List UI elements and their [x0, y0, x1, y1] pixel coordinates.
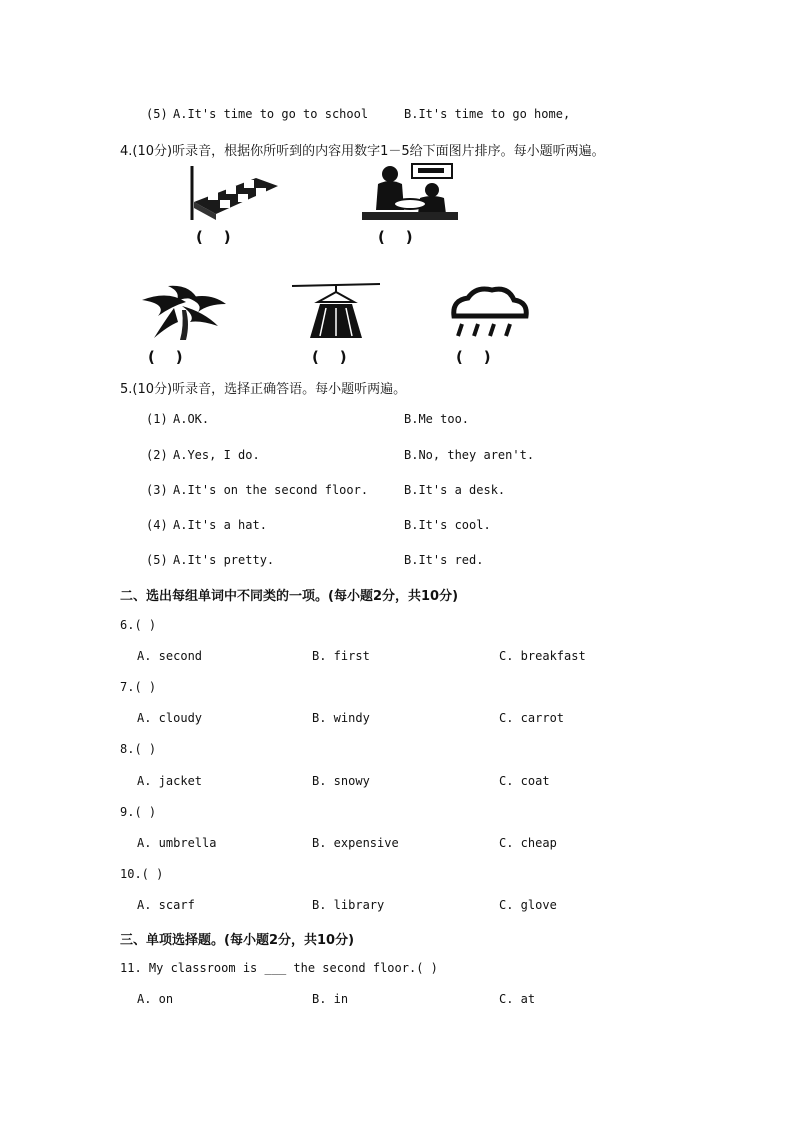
q4-blank-4[interactable]: ( ) [312, 348, 347, 366]
q5-option-a: A.OK. [173, 412, 210, 426]
q5-item-number: (3) [146, 483, 168, 497]
q5-option-a: A.It's on the second floor. [173, 483, 369, 497]
option-c: C. glove [499, 898, 557, 912]
option-b: B. first [312, 649, 370, 663]
option-c: C. breakfast [499, 649, 586, 663]
q5-item-number: (4) [146, 518, 168, 532]
option-c: C. carrot [499, 711, 565, 725]
q4-blank-3[interactable]: ( ) [148, 348, 183, 366]
option-a: A. scarf [137, 898, 195, 912]
option-b: B. in [312, 992, 349, 1006]
hanging-skirt-picture [290, 280, 382, 342]
option-c: C. coat [499, 774, 550, 788]
question-number: 6.( ) [120, 618, 157, 632]
rain-cloud-picture [448, 284, 530, 340]
option-a: A. cloudy [137, 711, 203, 725]
q5-item-number: (1) [146, 412, 168, 426]
question-number: 7.( ) [120, 680, 157, 694]
q5-option-b: B.It's a desk. [404, 483, 506, 497]
q3-item5-number: (5) [146, 107, 168, 121]
option-b: B. library [312, 898, 385, 912]
q5-option-a: A.It's a hat. [173, 518, 267, 532]
question-number: 9.( ) [120, 805, 157, 819]
family-dinner-picture [360, 160, 460, 222]
option-c: C. at [499, 992, 536, 1006]
option-a: A. jacket [137, 774, 203, 788]
option-b: B. expensive [312, 836, 399, 850]
q4-blank-2[interactable]: ( ) [378, 228, 413, 246]
option-b: B. windy [312, 711, 370, 725]
q5-item-number: (2) [146, 448, 168, 462]
q4-blank-5[interactable]: ( ) [456, 348, 491, 366]
q5-option-b: B.It's cool. [404, 518, 491, 532]
q11-stem: 11. My classroom is ___ the second floor.( ) [120, 961, 438, 975]
q5-item-number: (5) [146, 553, 168, 567]
option-a: A. umbrella [137, 836, 217, 850]
section3-title: 三、单项选择题。(每小题2分，共10分) [120, 933, 355, 948]
question-number: 8.( ) [120, 742, 157, 756]
option-a: A. on [137, 992, 174, 1006]
q3-item5-option-a: A.It's time to go to school [173, 107, 369, 121]
q4-blank-1[interactable]: ( ) [196, 228, 231, 246]
q5-option-b: B.It's red. [404, 553, 484, 567]
option-a: A. second [137, 649, 203, 663]
question-number: 10.( ) [120, 867, 164, 881]
section2-title: 二、选出每组单词中不同类的一项。(每小题2分，共10分) [120, 589, 459, 604]
q5-option-a: A.Yes, I do. [173, 448, 260, 462]
q3-item5-option-b: B.It's time to go home, [404, 107, 571, 121]
windy-palm-picture [138, 282, 230, 342]
option-c: C. cheap [499, 836, 557, 850]
q5-option-b: B.No, they aren't. [404, 448, 535, 462]
option-b: B. snowy [312, 774, 370, 788]
q5-option-a: A.It's pretty. [173, 553, 275, 567]
desks-picture [186, 162, 282, 222]
q5-title: 5.(10分)听录音，选择正确答语。每小题听两遍。 [120, 382, 407, 397]
q4-title: 4.(10分)听录音，根据你所听到的内容用数字1－5给下面图片排序。每小题听两遍。 [120, 144, 605, 159]
q5-option-b: B.Me too. [404, 412, 470, 426]
